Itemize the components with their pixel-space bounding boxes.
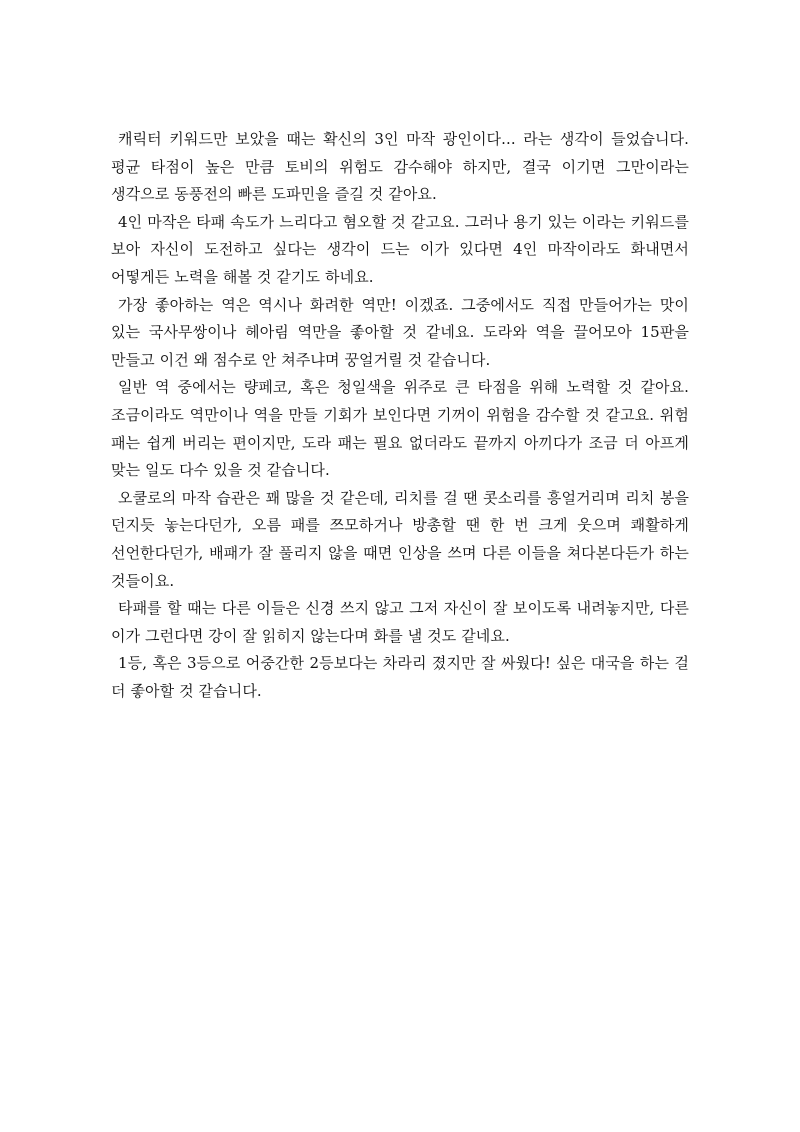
document-body bbox=[111, 126, 689, 705]
paragraph-1: 캐릭터 키워드만 보았을 때는 확신의 3인 마작 광인이다... 라는 생각이 들었습니다. 평균 타점이 높은 만큼 토비의 위험도 감수해야 하지만, 결국 이기면 그만이라는 생각으로 동풍전의 빠른 도파민을 즐길 것 같아요. bbox=[111, 130, 689, 204]
paragraph-5: 오쿨로의 마작 습관은 꽤 많을 것 같은데, 리치를 걸 땐 콧소리를 흥얼거리며 리치 봉을 던지듯 놓는다던가, 오름 패를 쯔모하거나 방총할 땐 한 번 크게 웃으며 쾌활하게 선언한다던가, 배패가 잘 풀리지 않을 때면 인상을 쓰며 다른 이들을 쳐다본다든가 하는 것들이요. bbox=[111, 488, 689, 590]
paragraph-4: 일반 역 중에서는 량페코, 혹은 청일색을 위주로 큰 타점을 위해 노력할 것 같아요. 조금이라도 역만이나 역을 만들 기회가 보인다면 기꺼이 위험을 감수할 것 같고요. 위험 패는 쉽게 버리는 편이지만, 도라 패는 필요 없더라도 끝까지 아끼다가 조금 더 아프게 맞는 일도 다수 있을 것 같습니다. bbox=[111, 378, 689, 480]
paragraph-7: 1등, 혹은 3등으로 어중간한 2등보다는 차라리 졌지만 잘 싸웠다! 싶은 대국을 하는 걸 더 좋아할 것 같습니다. bbox=[111, 654, 689, 700]
paragraph-3: 가장 좋아하는 역은 역시나 화려한 역만! 이겠죠. 그중에서도 직접 만들어가는 맛이 있는 국사무쌍이나 헤아림 역만을 좋아할 것 같네요. 도라와 역을 끌어모아 15판을 만들고 이건 왜 점수로 안 쳐주냐며 꿍얼거릴 것 같습니다. bbox=[111, 295, 689, 369]
paragraph-2: 4인 마작은 타패 속도가 느리다고 혐오할 것 같고요. 그러나 용기 있는 이라는 키워드를 보아 자신이 도전하고 싶다는 생각이 드는 이가 있다면 4인 마작이라도 화내면서 어떻게든 노력을 해볼 것 같기도 하네요. bbox=[111, 212, 689, 286]
paragraph-6: 타패를 할 때는 다른 이들은 신경 쓰지 않고 그저 자신이 잘 보이도록 내려놓지만, 다른 이가 그런다면 강이 잘 읽히지 않는다며 화를 낼 것도 같네요. bbox=[111, 599, 689, 645]
